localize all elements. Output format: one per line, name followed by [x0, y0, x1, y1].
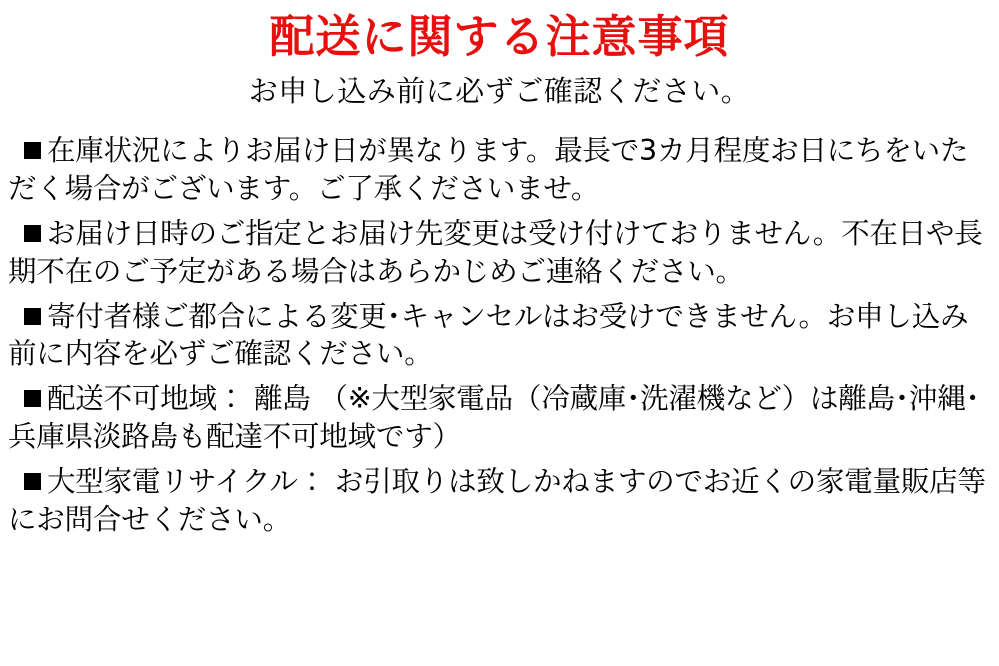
notes-list [0, 106, 999, 539]
list-item [8, 132, 991, 208]
square-bullet-icon [24, 473, 41, 490]
square-bullet-icon [24, 390, 41, 407]
page-title: 配送に関する注意事項 [269, 10, 730, 63]
square-bullet-icon [24, 142, 41, 159]
list-item [8, 463, 991, 539]
list-item [8, 215, 991, 291]
page-subtitle: お申し込み前に必ずご確認ください。 [248, 74, 751, 108]
note-text: 配送不可地域： 離島 （※大型家電品（冷蔵庫･洗濯機など）は離島･沖縄･兵庫県淡路島も配達不可地域です） [8, 382, 980, 454]
list-item [8, 380, 991, 456]
note-text: 寄付者様ご都合による変更･キャンセルはお受けできません。お申し込み前に内容を必ずご確認ください。 [8, 299, 969, 371]
list-item [8, 298, 991, 374]
square-bullet-icon [24, 308, 41, 325]
square-bullet-icon [24, 225, 41, 242]
note-text: 大型家電リサイクル： お引取りは致しかねますのでお近くの家電量販店等にお問合せください。 [8, 465, 986, 537]
note-text: 在庫状況によりお届け日が異なります。最長で3カ月程度お日にちをいただく場合がございます。ご了承くださいませ。 [8, 134, 969, 205]
note-text: お届け日時のご指定とお届け先変更は受け付けておりません。不在日や長期不在のご予定がある場合はあらかじめご連絡ください。 [8, 216, 983, 288]
